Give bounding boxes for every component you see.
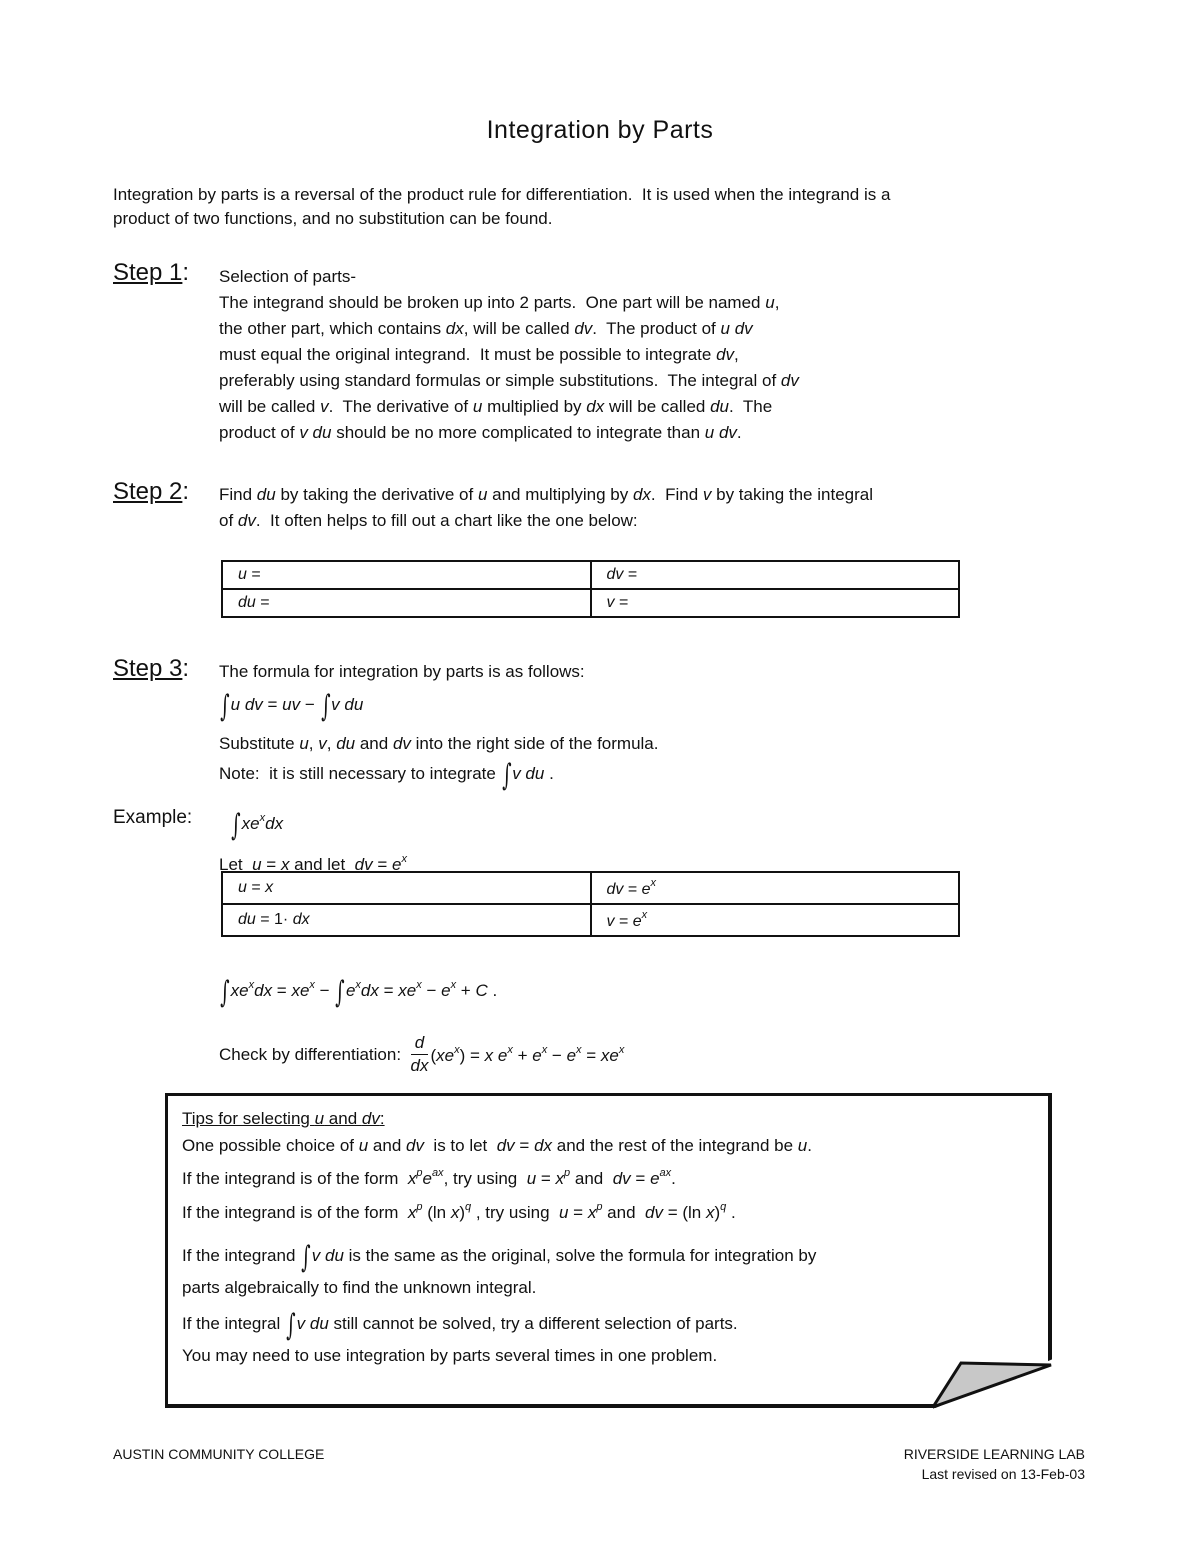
check-label: Check by differentiation:: [219, 1044, 411, 1064]
text-run: =: [630, 1169, 651, 1188]
page-title: Integration by Parts: [486, 116, 714, 144]
text-run: parts algebraically to find the unknown integral.: [182, 1278, 537, 1297]
math-variable: dv: [496, 1136, 515, 1155]
text-run: =: [614, 913, 633, 930]
step-2-line: [219, 482, 873, 508]
math-variable: x: [280, 855, 290, 874]
integral-sign: ∫: [220, 689, 230, 724]
text-run: :: [379, 1109, 385, 1128]
text-run: If the integrand is of the form: [182, 1203, 408, 1222]
math-variable: v: [320, 397, 329, 416]
text-run: The integrand should be broken up into 2 parts. One part will be named: [219, 293, 766, 312]
tips-heading: [182, 1109, 385, 1129]
example-check: [219, 1032, 624, 1077]
step-1-line: [219, 316, 799, 342]
text-run: will be called: [219, 397, 321, 416]
text-run: still cannot be solved, try a different selection of parts.: [328, 1314, 738, 1333]
text-run: . It often helps to fill out a chart like the one below:: [255, 511, 638, 530]
text-run: the other part, which contains: [219, 319, 446, 338]
text-run: .: [487, 981, 498, 1000]
step-3-label: Step 3: [113, 655, 183, 682]
math-variable: xe: [436, 1045, 455, 1065]
superscript: x: [401, 853, 407, 865]
text-run: =: [623, 881, 642, 898]
text-run: =: [261, 855, 281, 874]
text-run: Find: [219, 485, 257, 504]
step-3-note: [219, 758, 554, 793]
superscript: p: [596, 1201, 603, 1213]
math-variable: v du: [331, 695, 364, 714]
math-variable: u: [238, 879, 247, 896]
superscript: x: [259, 812, 266, 824]
fraction-denominator: dx: [410, 1056, 429, 1075]
math-variable: u: [358, 1136, 369, 1155]
math-variable: e: [632, 913, 642, 930]
text-run: If the integral: [182, 1314, 286, 1333]
text-run: ) =: [459, 1045, 485, 1065]
text-run: . The derivative of: [328, 397, 473, 416]
text-run: One possible choice of: [182, 1136, 359, 1155]
math-variable: dv: [237, 511, 256, 530]
superscript: p: [416, 1167, 423, 1179]
math-variable: dx: [586, 397, 605, 416]
text-run: into the right side of the formula.: [410, 734, 659, 753]
text-run: by taking the derivative of: [275, 485, 478, 504]
math-variable: du: [238, 594, 256, 611]
text-run: and the rest of the integrand be: [552, 1136, 798, 1155]
step-1-heading: Step 1:: [113, 259, 190, 286]
parts-formula: [219, 689, 364, 724]
math-variable: xe: [291, 981, 310, 1000]
chart-row: [222, 904, 959, 936]
text-run: =: [568, 1203, 588, 1222]
text-run: product of two functions, and no substitution can be found.: [113, 209, 553, 228]
math-variable: dv: [392, 734, 411, 753]
text-run: Selection of parts-: [219, 267, 357, 286]
integral-sign: ∫: [320, 689, 331, 724]
chart-cell: [591, 904, 960, 936]
text-run: ,: [308, 734, 319, 753]
math-variable: du: [238, 911, 256, 928]
tip-line: [182, 1167, 676, 1189]
text-run: If the integrand is of the form: [182, 1169, 408, 1188]
superscript: x: [541, 1043, 548, 1056]
superscript: x: [355, 979, 361, 991]
math-variable: e: [641, 881, 651, 898]
math-variable: dv: [606, 566, 624, 583]
math-variable: u dv: [230, 695, 263, 714]
text-run: −: [547, 1045, 567, 1065]
tips-box: [165, 1093, 1052, 1408]
step-3-heading: Step 3:: [113, 655, 190, 682]
math-variable: v: [606, 913, 615, 930]
text-run: Integration by parts is a reversal of the product rule for differentiation. It is used when the integrand is a: [113, 185, 891, 204]
math-variable: e: [441, 981, 451, 1000]
integral-sign: ∫: [220, 975, 230, 1010]
text-run: =: [246, 566, 261, 583]
text-run: =: [378, 981, 399, 1000]
integral-sign: ∫: [301, 1240, 311, 1275]
text-run: If the integrand: [182, 1246, 301, 1265]
step-1-label: Step 1: [113, 259, 183, 286]
superscript: x: [416, 979, 422, 991]
intro-line: [113, 182, 890, 208]
tip-line: [182, 1136, 812, 1156]
superscript: x: [309, 979, 315, 991]
fraction-numerator: d: [411, 1032, 429, 1055]
integral-sign: ∫: [231, 808, 241, 843]
math-variable: u: [472, 397, 483, 416]
text-run: =: [246, 879, 266, 896]
math-variable: x: [705, 1203, 715, 1222]
math-variable: xe: [398, 981, 417, 1000]
text-run: =: [614, 594, 629, 611]
text-run: , will be called: [463, 319, 575, 338]
example-label: Example:: [113, 807, 193, 828]
math-variable: e: [566, 1045, 577, 1065]
tip-line: [182, 1308, 738, 1343]
text-run: =: [372, 855, 392, 874]
text-run: must equal the original integrand. It must be possible to integrate: [219, 345, 717, 364]
text-run: =: [514, 1136, 535, 1155]
text-run: and let: [289, 855, 355, 874]
math-variable: u: [526, 1169, 537, 1188]
text-run: You may need to use integration by parts several times in one problem.: [182, 1346, 718, 1365]
text-run: product of: [219, 423, 300, 442]
step-1-line: [219, 368, 799, 394]
math-variable: x: [265, 879, 274, 896]
text-run: −: [300, 695, 320, 714]
math-variable: dv: [716, 345, 735, 364]
text-run: = 1·: [255, 911, 293, 928]
text-run: Tips for selecting: [182, 1109, 315, 1128]
integral-sign: ∫: [286, 1308, 296, 1343]
math-variable: xe: [241, 814, 260, 833]
superscript: x: [507, 1043, 513, 1056]
math-variable: u: [558, 1203, 569, 1222]
step-2-heading: Step 2:: [113, 478, 190, 505]
text-run: .: [807, 1136, 812, 1155]
superscript: q: [720, 1201, 727, 1213]
math-variable: C: [475, 981, 488, 1000]
text-run: −: [314, 981, 335, 1000]
superscript: ax: [431, 1167, 444, 1179]
text-run: and: [355, 734, 393, 753]
math-variable: dv: [645, 1203, 663, 1222]
text-run: = (ln: [662, 1203, 706, 1222]
text-run: and: [602, 1203, 645, 1222]
chart-row: [222, 589, 959, 617]
math-variable: u: [765, 293, 775, 312]
text-run: , try using: [471, 1203, 559, 1222]
math-variable: v du: [299, 423, 332, 442]
text-run: =: [536, 1169, 556, 1188]
step-2-line: [219, 508, 873, 534]
parts-chart-blank: [221, 560, 960, 618]
math-variable: dv: [361, 1109, 380, 1128]
text-run: ,: [774, 293, 780, 312]
step-1-line: [219, 342, 799, 368]
text-run: Let: [219, 855, 253, 874]
math-variable: u: [299, 734, 309, 753]
math-variable: v du: [512, 764, 545, 783]
page-curl-icon: [933, 1359, 1053, 1409]
step-3-line: [219, 659, 585, 685]
superscript: p: [416, 1201, 423, 1213]
math-variable: e: [345, 981, 356, 1000]
text-run: .: [736, 423, 742, 442]
superscript: q: [464, 1201, 472, 1213]
text-run: and: [570, 1169, 613, 1188]
text-run: .: [671, 1169, 676, 1188]
chart-row: [222, 561, 959, 589]
chart-cell: [222, 904, 591, 936]
text-run: Note: it is still necessary to integrate: [219, 764, 501, 783]
text-run: . The: [729, 397, 773, 416]
text-run: ): [459, 1203, 465, 1222]
step-3-line: [219, 731, 659, 757]
math-variable: x: [450, 1203, 460, 1222]
step-1-line: [219, 290, 799, 316]
chart-cell: [591, 872, 960, 904]
math-variable: e: [422, 1169, 432, 1188]
math-variable: du: [710, 397, 729, 416]
math-variable: dx: [292, 911, 310, 928]
text-run: +: [456, 981, 476, 1000]
step-1-line: [219, 420, 799, 446]
step-1-line: [219, 394, 799, 420]
text-run: and: [324, 1109, 362, 1128]
superscript: x: [454, 1043, 460, 1056]
math-variable: e: [532, 1045, 542, 1065]
parts-chart-example: [221, 871, 960, 937]
math-variable: u: [314, 1109, 325, 1128]
text-run: =: [255, 594, 270, 611]
text-run: will be called: [604, 397, 711, 416]
tip-line: [182, 1201, 736, 1223]
text-run: =: [262, 695, 283, 714]
math-variable: dx: [534, 1136, 553, 1155]
step-2-label: Step 2: [113, 478, 183, 505]
math-variable: xe: [600, 1045, 619, 1065]
math-variable: u: [797, 1136, 808, 1155]
check-rest: [430, 1044, 624, 1066]
math-variable: x: [555, 1169, 565, 1188]
math-variable: dv: [406, 1136, 424, 1155]
chart-cell: [222, 589, 591, 617]
math-variable: v du: [296, 1314, 329, 1333]
chart-cell: [591, 589, 960, 617]
text-run: .: [544, 764, 554, 783]
chart-row: [222, 872, 959, 904]
math-variable: dv: [574, 319, 593, 338]
math-variable: x e: [484, 1045, 508, 1065]
text-run: by taking the integral: [711, 485, 873, 504]
math-variable: v: [318, 734, 327, 753]
text-run: and multiplying by: [487, 485, 633, 504]
math-variable: dv: [354, 855, 373, 874]
tip-line: [182, 1278, 536, 1298]
math-variable: dv: [780, 371, 799, 390]
tip-line: [182, 1240, 816, 1275]
math-variable: uv: [282, 695, 301, 714]
text-run: ): [714, 1203, 721, 1222]
math-variable: v du: [311, 1246, 344, 1265]
math-variable: xe: [230, 981, 249, 1000]
math-variable: u: [477, 485, 488, 504]
text-run: =: [272, 981, 292, 1000]
chart-cell: [222, 561, 591, 589]
math-variable: x: [407, 1203, 417, 1222]
text-run: −: [421, 981, 442, 1000]
text-run: ,: [734, 345, 739, 364]
text-run: preferably using standard formulas or simple substitutions. The integral of: [219, 371, 781, 390]
math-variable: dx: [360, 981, 379, 1000]
math-variable: u: [238, 566, 247, 583]
footer-right: RIVERSIDE LEARNING LAB: [903, 1446, 1085, 1462]
math-variable: dx: [265, 814, 284, 833]
step-1-body: [219, 264, 799, 446]
intro-line: [113, 206, 552, 232]
superscript: x: [450, 979, 457, 991]
example-integral: [230, 805, 284, 843]
superscript: x: [618, 1043, 625, 1056]
tip-line: [182, 1346, 717, 1366]
text-run: (: [430, 1045, 437, 1065]
superscript: p: [564, 1167, 571, 1179]
math-variable: dx: [632, 485, 651, 504]
chart-cell: [222, 872, 591, 904]
text-run: should be no more complicated to integrate than: [331, 423, 705, 442]
math-variable: u: [252, 855, 262, 874]
text-run: =: [623, 566, 638, 583]
text-run: ,: [326, 734, 337, 753]
text-run: . Find: [650, 485, 703, 504]
math-variable: v: [606, 594, 615, 611]
text-run: The formula for integration by parts is as follows:: [219, 662, 585, 681]
text-run: , try using: [443, 1169, 527, 1188]
math-variable: dx: [445, 319, 464, 338]
superscript: x: [641, 909, 648, 921]
superscript: x: [576, 1043, 582, 1056]
step-1-line: [219, 264, 799, 290]
chart-cell: [591, 561, 960, 589]
integral-sign: ∫: [335, 975, 345, 1010]
footer-revised: Last revised on 13-Feb-03: [921, 1466, 1085, 1482]
text-run: +: [512, 1045, 533, 1065]
footer-left: AUSTIN COMMUNITY COLLEGE: [113, 1446, 325, 1462]
text-run: =: [581, 1045, 601, 1065]
step-2-body: [219, 482, 873, 534]
math-variable: u dv: [704, 423, 737, 442]
text-run: of: [219, 511, 238, 530]
math-variable: v: [702, 485, 712, 504]
math-variable: du: [336, 734, 356, 753]
math-variable: dv: [606, 881, 624, 898]
superscript: ax: [659, 1167, 672, 1179]
example-solution: [219, 972, 498, 1010]
math-variable: dx: [254, 981, 273, 1000]
text-run: . The product of: [592, 319, 721, 338]
math-variable: e: [392, 855, 402, 874]
text-run: Substitute: [219, 734, 300, 753]
text-run: is the same as the original, solve the formula for integration by: [343, 1246, 817, 1265]
derivative-fraction: [411, 1032, 429, 1077]
math-variable: x: [407, 1169, 417, 1188]
superscript: x: [650, 877, 657, 889]
math-variable: du: [256, 485, 276, 504]
math-variable: e: [650, 1169, 660, 1188]
text-run: is to let: [423, 1136, 497, 1155]
text-run: multiplied by: [482, 397, 587, 416]
superscript: x: [248, 979, 255, 991]
math-variable: dv: [612, 1169, 631, 1188]
integral-sign: ∫: [501, 758, 512, 793]
text-run: and: [368, 1136, 406, 1155]
text-run: (ln: [422, 1203, 451, 1222]
text-run: .: [726, 1203, 736, 1222]
math-variable: u dv: [720, 319, 753, 338]
math-variable: x: [587, 1203, 597, 1222]
